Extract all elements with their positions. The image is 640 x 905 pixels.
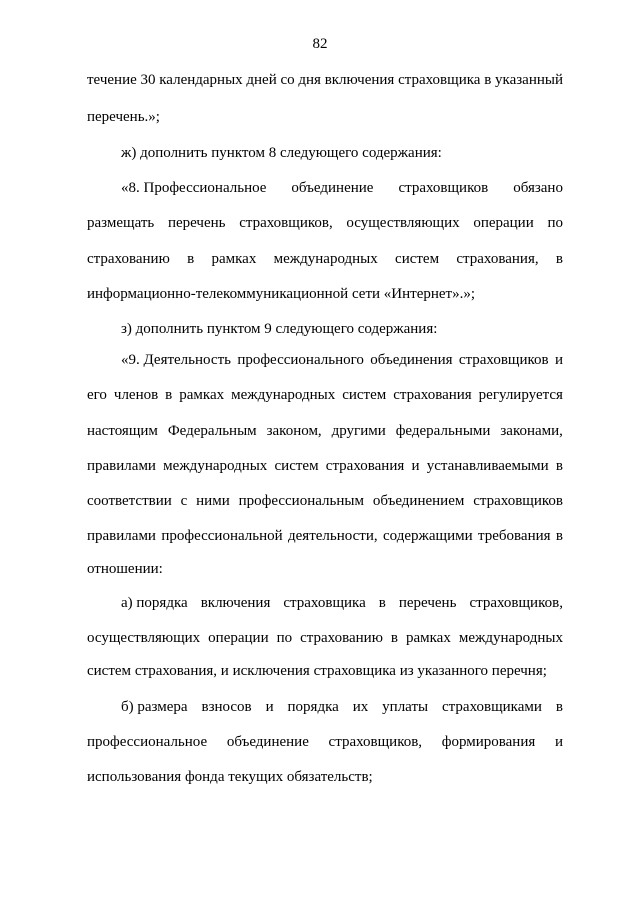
- text-line: [87, 284, 475, 304]
- word: и: [554, 734, 563, 750]
- word: осуществляющих: [87, 630, 201, 646]
- word: б) размера: [121, 699, 188, 715]
- word: рамках: [179, 387, 225, 403]
- word: ж): [121, 145, 141, 161]
- word: страховщиков,: [328, 734, 423, 750]
- word: содержащими: [383, 528, 473, 544]
- text-line: [87, 559, 163, 579]
- word: законом,: [266, 423, 322, 439]
- word: страховщиков: [458, 352, 549, 368]
- word: Федеральным: [167, 423, 257, 439]
- word: со: [280, 72, 295, 88]
- word: международных: [163, 458, 268, 474]
- text-line: [87, 107, 160, 127]
- word: систем: [87, 663, 135, 679]
- word: «8. Профессиональное: [121, 180, 267, 196]
- text-line: [87, 661, 547, 681]
- word: перечня;: [491, 663, 547, 679]
- word: международных: [458, 630, 563, 646]
- word: регулируется: [478, 387, 563, 403]
- word: объединением: [372, 493, 465, 509]
- word: профессионального: [237, 352, 364, 368]
- word: отношении:: [87, 561, 163, 577]
- text-line: [87, 628, 563, 648]
- word: страхованию: [300, 630, 383, 646]
- word: дополнить: [135, 321, 207, 337]
- word: другими: [331, 423, 386, 439]
- word: страховщиков: [398, 180, 489, 196]
- text-line: [87, 421, 563, 441]
- word: деятельности,: [288, 528, 378, 544]
- word: страхования: [393, 387, 472, 403]
- word: дней: [246, 72, 277, 88]
- text-line: [121, 350, 563, 370]
- text-line: [121, 593, 563, 613]
- word: в: [165, 387, 173, 403]
- word: операции: [473, 215, 534, 231]
- word: в: [555, 699, 563, 715]
- word: объединение: [291, 180, 374, 196]
- word: страховщика: [313, 663, 400, 679]
- word: исключения: [232, 663, 314, 679]
- word: в: [555, 458, 563, 474]
- word: 9: [264, 321, 276, 337]
- word: включения: [324, 72, 395, 88]
- word: текущих: [228, 769, 287, 785]
- word: в: [390, 630, 398, 646]
- word: требования: [478, 528, 551, 544]
- word: з): [121, 321, 136, 337]
- word: настоящим: [87, 423, 158, 439]
- text-line: [87, 249, 563, 269]
- text-line: [121, 178, 563, 198]
- word: указанный: [495, 72, 563, 88]
- word: по: [276, 630, 293, 646]
- word: формирования: [441, 734, 536, 750]
- word: дополнить: [140, 145, 212, 161]
- word: правилами: [87, 458, 156, 474]
- text-line: [87, 70, 563, 90]
- word: и: [554, 352, 563, 368]
- word: объединения: [370, 352, 453, 368]
- word: рамках: [211, 251, 257, 267]
- word: в: [555, 251, 563, 267]
- text-line: [87, 385, 563, 405]
- word: страховщика: [283, 595, 366, 611]
- word: 30: [140, 72, 156, 88]
- word: в: [484, 72, 492, 88]
- word: календарных: [159, 72, 243, 88]
- word: использования: [87, 769, 185, 785]
- word: профессиональное: [87, 734, 208, 750]
- word: страховщиков,: [239, 215, 333, 231]
- word: страховщика: [398, 72, 481, 88]
- word: страховщиков,: [469, 595, 563, 611]
- word: страхованию: [87, 251, 170, 267]
- word: страхования: [325, 458, 405, 474]
- word: устанавливаемыми: [426, 458, 549, 474]
- word: из: [399, 663, 418, 679]
- text-line: [87, 213, 563, 233]
- word: содержания:: [357, 321, 438, 337]
- word: указанного: [417, 663, 492, 679]
- word: систем: [395, 251, 440, 267]
- word: следующего: [279, 145, 363, 161]
- word: законами,: [500, 423, 563, 439]
- text-line: [87, 526, 563, 546]
- word: федеральными: [395, 423, 491, 439]
- word: систем: [274, 458, 319, 474]
- word: перечень: [167, 215, 226, 231]
- word: дня: [298, 72, 321, 88]
- text-line: [121, 143, 442, 163]
- word: 8: [268, 145, 280, 161]
- page-number: 82: [312, 36, 328, 52]
- word: пунктом: [206, 321, 265, 337]
- text-line: [87, 732, 563, 752]
- text-line: [121, 697, 563, 717]
- text-line: [87, 767, 373, 787]
- word: сети: [351, 286, 384, 302]
- word: ними: [196, 493, 230, 509]
- word: с: [180, 493, 188, 509]
- word: фонда: [184, 769, 229, 785]
- text-line: [87, 491, 563, 511]
- word: профессиональным: [238, 493, 364, 509]
- word: профессиональной: [161, 528, 283, 544]
- word: порядка: [287, 699, 339, 715]
- word: международных: [273, 251, 378, 267]
- word: и: [411, 458, 420, 474]
- word: его: [87, 387, 107, 403]
- word: по: [547, 215, 563, 231]
- word: обязано: [513, 180, 563, 196]
- word: «Интернет».»;: [383, 286, 476, 302]
- word: страховщиками: [442, 699, 542, 715]
- word: осуществляющих: [346, 215, 460, 231]
- word: взносов: [201, 699, 252, 715]
- word: в: [555, 528, 563, 544]
- word: «9. Деятельность: [121, 352, 231, 368]
- word: членов: [113, 387, 159, 403]
- word: рамках: [405, 630, 451, 646]
- word: страховщиков: [473, 493, 563, 509]
- word: в: [378, 595, 386, 611]
- word: в: [187, 251, 195, 267]
- word: пунктом: [211, 145, 269, 161]
- word: следующего: [275, 321, 358, 337]
- word: включения: [200, 595, 271, 611]
- word: и: [220, 663, 233, 679]
- word: содержания:: [362, 145, 442, 161]
- word: страхования,: [456, 251, 539, 267]
- word: обязательств;: [286, 769, 373, 785]
- word: операции: [208, 630, 269, 646]
- word: перечень: [398, 595, 457, 611]
- word: перечень.»;: [87, 109, 160, 125]
- text-line: [87, 456, 563, 476]
- word: информационно-телекоммуникационной: [87, 286, 352, 302]
- text-line: [121, 319, 437, 339]
- word: соответствии: [87, 493, 172, 509]
- word: уплаты: [382, 699, 429, 715]
- word: и: [265, 699, 274, 715]
- word: страхования,: [134, 663, 221, 679]
- word: систем: [342, 387, 387, 403]
- word: международных: [231, 387, 336, 403]
- word: их: [352, 699, 369, 715]
- word: размещать: [87, 215, 155, 231]
- word: а) порядка: [121, 595, 188, 611]
- word: течение: [87, 72, 137, 88]
- word: объединение: [226, 734, 309, 750]
- word: правилами: [87, 528, 156, 544]
